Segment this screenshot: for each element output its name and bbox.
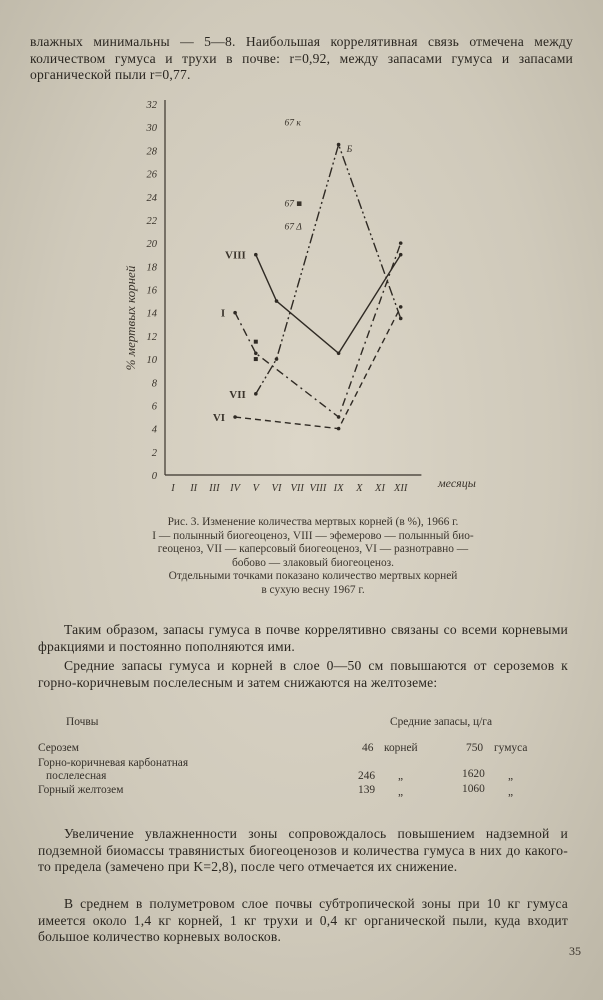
y-tick-label: 12	[146, 331, 157, 343]
table-row-roots: 139	[358, 784, 376, 796]
y-tick-label: 20	[146, 239, 157, 251]
y-tick-label: 28	[146, 146, 157, 158]
x-tick-label: III	[209, 483, 220, 494]
y-tick-label: 4	[151, 424, 157, 436]
table-row-humus: 1060	[462, 783, 485, 795]
caption-line-1: Рис. 3. Изменение количества мертвых корней (в %), 1966 г.	[167, 516, 459, 528]
x-tick-label: XI	[375, 483, 385, 494]
y-tick-label: 26	[146, 169, 157, 181]
table-header-reserves: Средние запасы, ц/га	[390, 716, 493, 728]
table-header-soils: Почвы	[66, 716, 99, 728]
x-tick-label: I	[171, 483, 175, 494]
x-tick-label: V	[252, 483, 260, 494]
x-tick-label: X	[356, 483, 363, 494]
table-row-roots-unit: корней	[384, 742, 418, 754]
caption-line-5: Отдельными точками показано количество мертвых корней	[168, 570, 458, 582]
y-tick-label: 14	[146, 308, 157, 320]
x-tick-label: XII	[393, 483, 408, 494]
table-row-roots-unit: „	[398, 786, 404, 798]
caption-line-4: бобово — злаковый биогеоценоз.	[231, 556, 395, 569]
point-label: 67 к	[284, 118, 301, 129]
x-axis-label: месяцы	[438, 476, 476, 490]
table-row-soil: Горный желтозем	[38, 784, 124, 796]
y-tick-label: 32	[146, 100, 157, 111]
caption-line-3: геоценоз, VII — каперсовый биогеоценоз, VI — разнотравно —	[157, 543, 469, 555]
table-row-humus-unit: гумуса	[494, 742, 528, 754]
paragraph-2: Таким образом, запасы гумуса в почве коррелятивно связаны со всеми корневыми фракциями и постоянно пополняются ими.	[38, 622, 568, 654]
y-axis-label: % мертвых корней	[123, 265, 138, 371]
x-tick-label: VII	[290, 483, 304, 494]
y-tick-label: 30	[146, 123, 157, 135]
page-number: 35	[569, 944, 581, 958]
y-tick-label: 22	[146, 215, 157, 227]
series-label: VI	[212, 412, 226, 425]
y-tick-label: 0	[151, 471, 157, 482]
series-label: VIII	[225, 249, 246, 262]
x-tick-label: VI	[271, 483, 282, 494]
point-label: 67 Δ	[284, 222, 302, 233]
point-label: 67 ■	[284, 199, 303, 210]
table-row-humus: 1620	[462, 768, 485, 780]
table-row-roots-unit: „	[398, 770, 404, 782]
x-tick-label: IX	[333, 483, 344, 494]
paragraph-5: В среднем в полуметровом слое почвы субтропической зоны при 10 кг гумуса имеется около 1,4 кг корней, 1 кг трухи и 0,4 кг органической пыли, куда входит большое количество корневых волосков.	[38, 896, 568, 944]
table-row-soil: Серозем	[38, 742, 79, 754]
x-tick-label: IV	[230, 483, 241, 494]
table-row-humus-unit: „	[508, 770, 514, 782]
y-tick-label: 8	[151, 378, 157, 390]
series-label: I	[220, 307, 226, 320]
y-tick-label: 24	[146, 192, 157, 204]
x-tick-label: VIII	[309, 483, 327, 494]
paragraph-3: Средние запасы гумуса и корней в слое 0—50 см повышаются от сероземов к горно-коричневым послелесным и затем снижаются на желтоземе:	[38, 658, 568, 690]
paragraph-4: Увеличение увлажненности зоны сопровождалось повышением надземной и подземной биомассы травянистых биогеоценозов и количества гумуса в них до какого-то предела (замечено при K=2,8), после чего отмечается их снижение.	[38, 826, 568, 874]
table-row-soil: Горно-коричневая карбонатная	[38, 757, 189, 769]
series-label: VII	[229, 388, 246, 401]
top-paragraph: влажных минимальны — 5—8. Наибольшая коррелятивная связь отмечена между количеством гумуса и трухи в почве: r=0,92, между запасами гумуса и запасами органической пыли r=0,77.	[30, 34, 573, 82]
caption-line-2: I — полынный биогеоценоз, VIII — эфемерово — полынный био-	[152, 529, 474, 542]
table-row-humus-unit: „	[508, 786, 514, 798]
y-tick-label: 10	[146, 355, 157, 367]
y-tick-label: 2	[151, 447, 157, 459]
table-row-roots: 46	[362, 742, 374, 754]
table-row-roots: 246	[358, 770, 376, 782]
y-tick-label: 18	[146, 262, 157, 274]
caption-line-6: в сухую весну 1967 г.	[261, 583, 365, 596]
table-row-soil-cont: послелесная	[46, 770, 107, 782]
y-tick-label: 6	[151, 401, 157, 413]
point-label: Б	[346, 145, 353, 156]
x-tick-label: II	[190, 483, 198, 494]
table-row-humus: 750	[466, 742, 484, 754]
y-tick-label: 16	[146, 285, 157, 297]
